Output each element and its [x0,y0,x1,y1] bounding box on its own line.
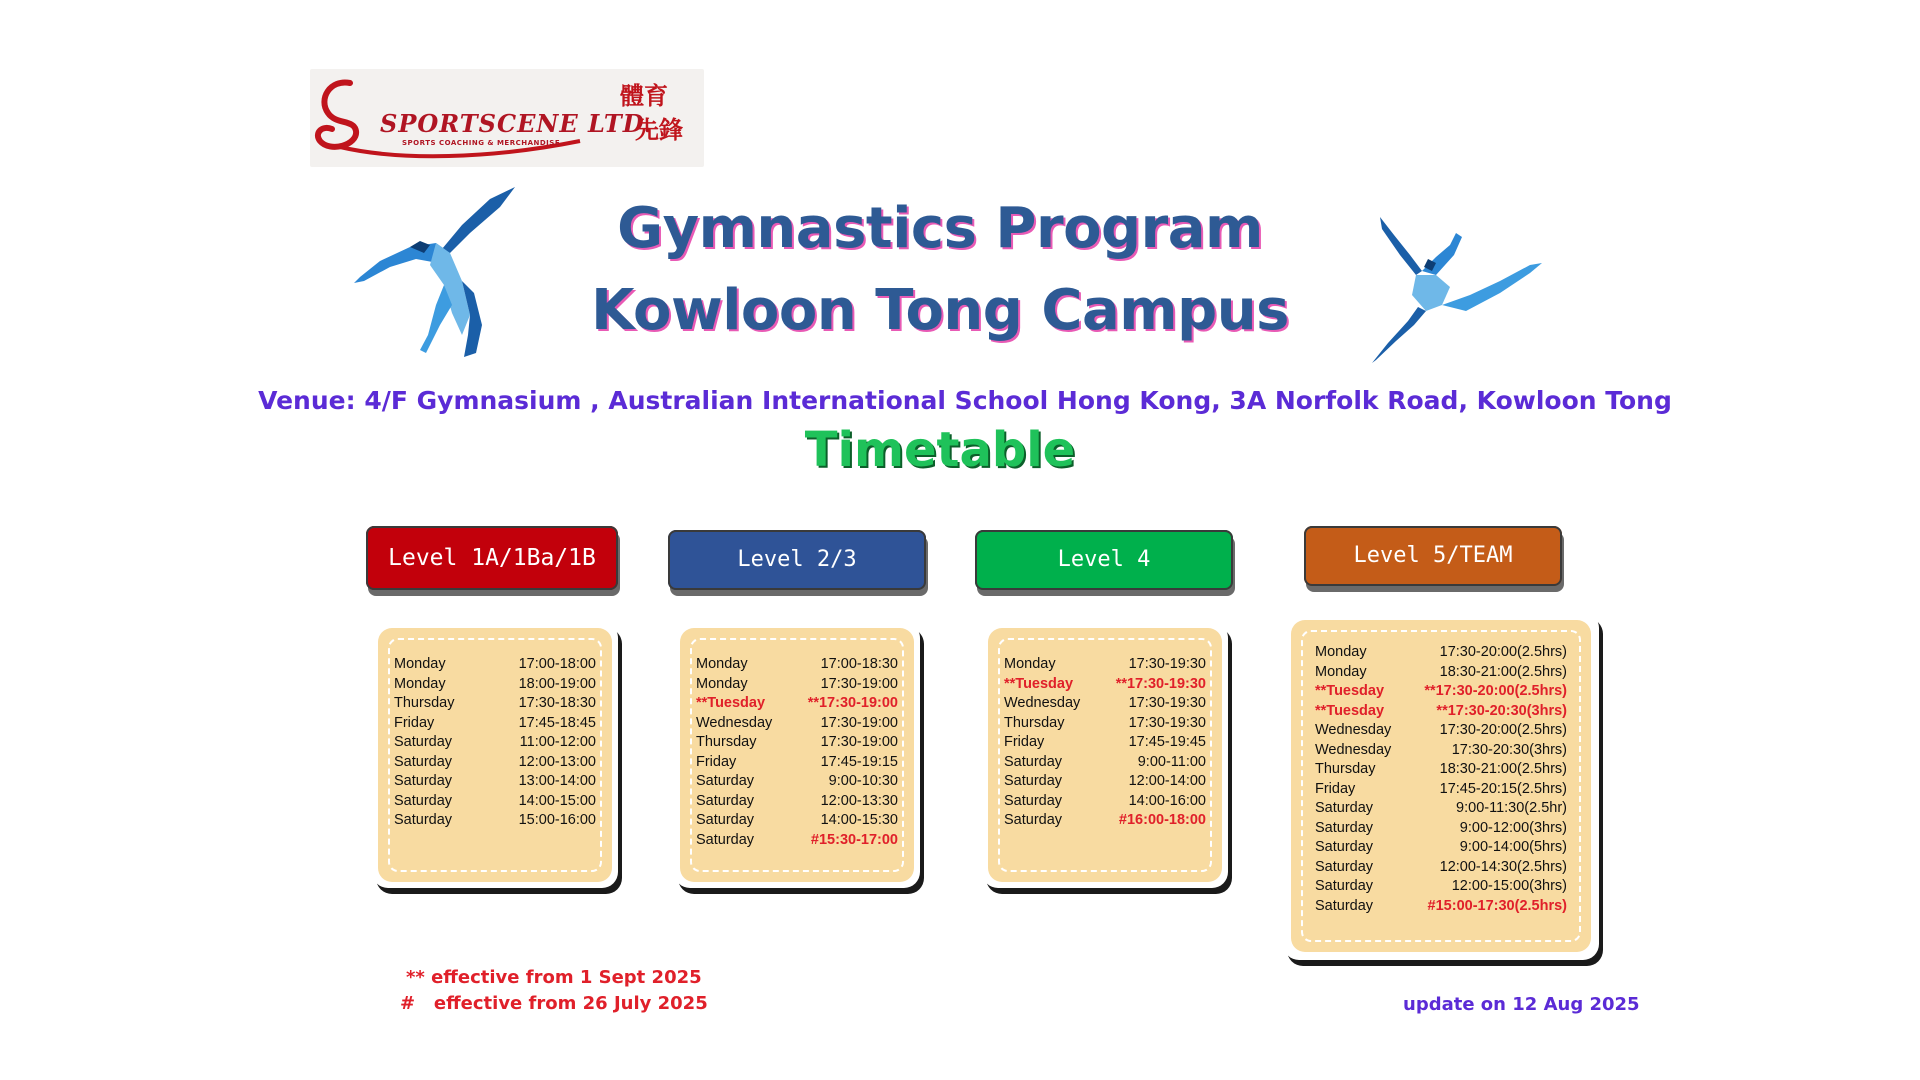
schedule-time: 12:00-14:30(2.5hrs) [1439,858,1567,875]
level-2-card [674,622,920,888]
schedule-row [1315,761,1567,781]
schedule-row [1315,683,1567,703]
logo-chinese-line2: 先鋒 [635,115,683,144]
schedule-row [696,793,898,813]
schedule-day: Saturday [1004,773,1063,789]
schedule-day: Wednesday [1315,741,1392,758]
schedule-time: 17:00-18:30 [820,656,898,672]
level-1-header: Level 1A/1Ba/1B [366,526,618,590]
schedule-day: Saturday [696,812,755,828]
schedule-day: **Tuesday [1315,702,1385,719]
schedule-row [696,773,898,793]
schedule-day: **Tuesday [1004,675,1074,692]
schedule-day: Saturday [696,831,755,848]
schedule-time: 14:00-16:00 [1128,792,1206,809]
schedule-time: 15:00-16:00 [518,812,596,828]
logo-brand: SPORTSCENE LTD. [380,109,654,138]
schedule-time: 12:00-14:00 [1128,773,1206,789]
schedule-day: Monday [1315,663,1367,680]
level-1-card-inner [378,628,612,882]
schedule-day: **Tuesday [696,695,766,711]
schedule-row [1004,773,1206,793]
schedule-row [1315,859,1567,879]
schedule-day: Monday [1315,644,1367,660]
schedule-time: 9:00-14:00(5hrs) [1459,839,1567,855]
schedule-row [1004,734,1206,754]
schedule-row [1315,820,1567,840]
schedule-row [394,695,596,715]
schedule-row [1315,878,1567,898]
level-2-card-inner [680,628,914,882]
schedule-day: Saturday [1004,792,1063,809]
note-effective-july: # effective from 26 July 2025 [400,993,708,1014]
schedule-day: Saturday [1315,800,1374,816]
schedule-row [696,812,898,832]
schedule-day: Saturday [394,753,453,770]
schedule-day: Saturday [1315,819,1374,836]
schedule-row [1004,715,1206,735]
schedule-time: **17:30-19:30 [1115,675,1206,692]
schedule-row [1004,793,1206,813]
schedule-day: Monday [394,656,446,672]
schedule-time: 9:00-10:30 [828,773,898,789]
schedule-row [394,793,596,813]
schedule-row [696,695,898,715]
schedule-time: 17:30-19:00 [820,714,898,731]
page-title-line1: Gymnastics Program [617,196,1263,261]
schedule-time: 17:45-20:15(2.5hrs) [1439,780,1567,797]
logo-chinese-line1: 體育 [620,81,668,110]
schedule-row [1004,695,1206,715]
schedule-time: **17:30-19:00 [807,695,898,711]
schedule-day: Monday [394,675,446,692]
schedule-time: 17:30-20:30(3hrs) [1451,741,1567,758]
schedule-row [1315,742,1567,762]
venue-text: Venue: 4/F Gymnasium , Australian International School Hong Kong, 3A Norfolk Road, Kowloon Tong [258,386,1672,415]
schedule-time: 9:00-11:00 [1137,753,1206,770]
schedule-time: **17:30-20:00(2.5hrs) [1424,683,1567,699]
schedule-row [1004,676,1206,696]
level-4-card-inner [988,628,1222,882]
schedule-day: Monday [1004,656,1056,672]
schedule-row [696,715,898,735]
schedule-time: 17:30-19:30 [1128,714,1206,731]
schedule-day: Thursday [1315,761,1376,777]
schedule-row [394,715,596,735]
schedule-time: 17:30-19:30 [1128,695,1206,711]
schedule-row [696,832,898,852]
schedule-day: Wednesday [1004,695,1081,711]
schedule-time: 12:00-15:00(3hrs) [1451,878,1567,894]
schedule-time: 17:30-20:00(2.5hrs) [1439,722,1567,738]
schedule-time: 14:00-15:30 [820,812,898,828]
schedule-row [1004,812,1206,832]
schedule-time: 17:30-20:00(2.5hrs) [1439,644,1567,660]
level-2-header: Level 2/3 [668,530,926,590]
schedule-row [696,656,898,676]
schedule-row [1004,656,1206,676]
schedule-day: Friday [1315,780,1356,797]
company-logo [310,69,704,167]
schedule-day: Thursday [394,695,455,711]
schedule-time: 17:45-18:45 [518,714,596,731]
schedule-time: 18:30-21:00(2.5hrs) [1439,663,1567,680]
schedule-row [394,676,596,696]
schedule-time: 17:45-19:45 [1128,734,1206,750]
schedule-row [394,734,596,754]
schedule-row [1004,754,1206,774]
schedule-time: #15:00-17:30(2.5hrs) [1427,897,1567,914]
schedule-time: 17:00-18:00 [518,656,596,672]
schedule-day: Saturday [394,773,453,789]
schedule-row [394,812,596,832]
schedule-row [1315,898,1567,918]
schedule-row [696,754,898,774]
schedule-row [394,754,596,774]
schedule-row [1315,664,1567,684]
schedule-time: 17:30-18:30 [518,695,596,711]
schedule-day: Wednesday [1315,722,1392,738]
schedule-row [696,676,898,696]
schedule-time: **17:30-20:30(3hrs) [1436,702,1567,719]
schedule-row [1315,839,1567,859]
schedule-day: Friday [1004,734,1045,750]
note-effective-sept: ** effective from 1 Sept 2025 [406,967,702,988]
schedule-day: Saturday [394,812,453,828]
level-4-card [982,622,1228,888]
schedule-day: Monday [696,675,748,692]
schedule-day: Saturday [394,734,453,750]
schedule-time: 17:30-19:00 [820,675,898,692]
schedule-time: 17:30-19:00 [820,734,898,750]
schedule-time: 17:45-19:15 [820,753,898,770]
logo-tagline: SPORTS COACHING & MERCHANDISE [402,139,561,147]
schedule-day: Thursday [696,734,757,750]
schedule-time: 18:30-21:00(2.5hrs) [1439,761,1567,777]
schedule-day: Saturday [1004,753,1063,770]
schedule-day: Wednesday [696,714,773,731]
schedule-day: Friday [394,714,435,731]
schedule-row [394,773,596,793]
schedule-row [1315,644,1567,664]
schedule-time: 12:00-13:30 [820,792,898,809]
schedule-time: 11:00-12:00 [519,734,596,750]
schedule-row [696,734,898,754]
schedule-row [1315,703,1567,723]
page-title-line2: Kowloon Tong Campus [591,278,1289,343]
schedule-time: 12:00-13:00 [518,753,596,770]
level-1-card [372,622,618,888]
schedule-row [1315,800,1567,820]
level-5-card [1283,612,1599,960]
schedule-day: Saturday [1004,812,1063,828]
schedule-row [1315,722,1567,742]
schedule-time: 14:00-15:00 [518,792,596,809]
schedule-day: Saturday [696,792,755,809]
level-5-card-inner [1291,620,1591,952]
schedule-row [1315,781,1567,801]
level-4-header: Level 4 [975,530,1233,590]
schedule-time: 18:00-19:00 [518,675,596,692]
update-date: update on 12 Aug 2025 [1403,994,1640,1015]
schedule-time: #16:00-18:00 [1118,812,1206,828]
schedule-time: 9:00-11:30(2.5hr) [1456,800,1567,816]
schedule-time: #15:30-17:00 [810,831,898,848]
schedule-time: 9:00-12:00(3hrs) [1459,819,1567,836]
level-5-header: Level 5/TEAM [1304,526,1562,586]
schedule-time: 13:00-14:00 [518,773,596,789]
schedule-day: Thursday [1004,714,1065,731]
schedule-day: Saturday [1315,897,1374,914]
schedule-day: Monday [696,656,748,672]
schedule-day: **Tuesday [1315,683,1385,699]
schedule-time: 17:30-19:30 [1128,656,1206,672]
timetable-heading: Timetable [804,422,1076,478]
schedule-day: Saturday [1315,839,1374,855]
schedule-day: Saturday [1315,858,1374,875]
schedule-day: Friday [696,753,737,770]
schedule-day: Saturday [696,773,755,789]
schedule-day: Saturday [1315,878,1374,894]
schedule-row [394,656,596,676]
schedule-day: Saturday [394,792,453,809]
